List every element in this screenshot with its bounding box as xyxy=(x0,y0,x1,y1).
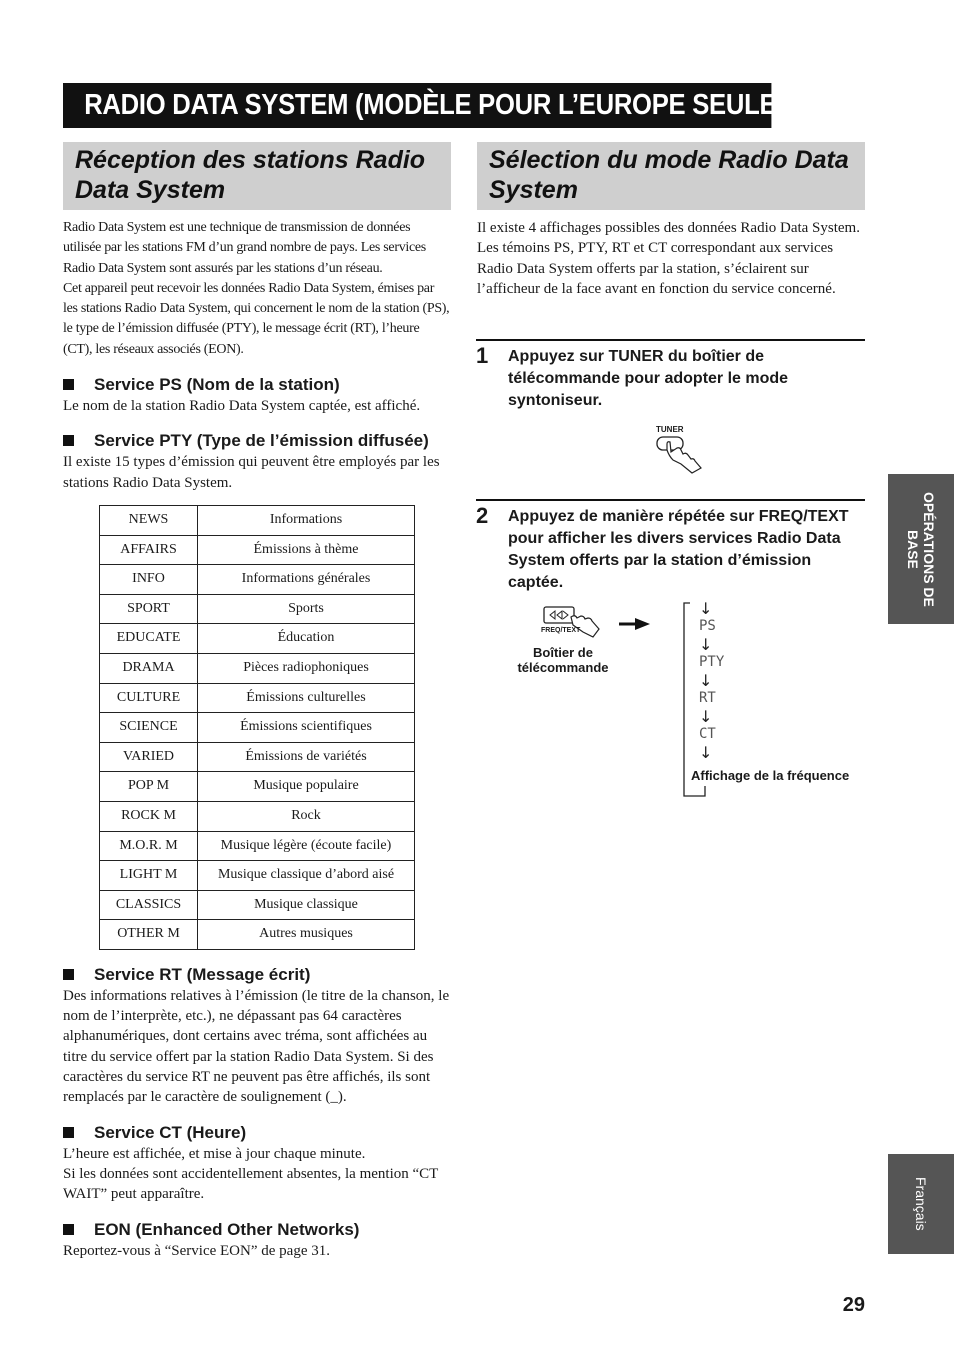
ps-subheading xyxy=(63,374,451,396)
pty-code-cell: EDUCATE xyxy=(100,624,198,654)
table-row xyxy=(100,505,415,535)
pty-description-cell: Musique classique xyxy=(198,890,415,920)
table-row xyxy=(100,535,415,565)
table-row xyxy=(100,772,415,802)
step-1-number: 1 xyxy=(476,343,489,368)
arrow-down-icon: ↓ xyxy=(699,707,713,726)
table-row xyxy=(100,801,415,831)
ct-text-2: Si les données sont accidentellement absentes, la mention “CT WAIT” peut apparaître. xyxy=(63,1165,439,1203)
bullet-square-icon xyxy=(63,379,74,390)
pty-code-cell: NEWS xyxy=(100,505,198,535)
pty-code-cell: INFO xyxy=(100,565,198,595)
rt-title: Service RT (Message écrit) xyxy=(94,964,311,984)
pty-description-cell: Émissions à thème xyxy=(198,535,415,565)
intro-paragraph-1: Radio Data System est une technique de transmission de données utilisée par les stations FM d’un grand nombre de pays. Les services Radio Data System sont assurés par les stations d’un réseau. xyxy=(63,220,426,276)
pty-description-cell: Émissions culturelles xyxy=(198,683,415,713)
bullet-square-icon xyxy=(63,1224,74,1235)
bullet-square-icon xyxy=(63,1127,74,1138)
pty-subheading xyxy=(63,430,451,452)
rt-subheading xyxy=(63,964,451,986)
step-1-text: Appuyez sur TUNER du boîtier de télécommande pour adopter le mode syntoniseur. xyxy=(508,348,789,409)
left-section-heading: Réception des stations Radio Data System xyxy=(63,142,451,210)
pty-title: Service PTY (Type de l’émission diffusée) xyxy=(94,431,429,451)
pty-description-cell: Musique légère (écoute facile) xyxy=(198,831,415,861)
pty-code-cell: LIGHT M xyxy=(100,861,198,891)
cycle-item-ps: PS xyxy=(699,618,716,634)
bullet-square-icon xyxy=(63,969,74,980)
side-tab-operations: OPÉRATIONS DE BASE xyxy=(888,474,954,624)
pty-text: Il existe 15 types d’émission qui peuvent être employés par les stations Radio Data System. xyxy=(63,454,440,491)
table-row xyxy=(100,861,415,891)
right-intro: Il existe 4 affichages possibles des données Radio Data System. Les témoins PS, PTY, RT et CT correspondant aux services Radio Data System offerts par la station, s’éclairent sur l’afficheur de la face avant en fonction du service concerné. xyxy=(477,220,860,297)
remote-caption: Boîtier de télécommande xyxy=(517,645,609,675)
pty-description-cell: Éducation xyxy=(198,624,415,654)
table-row xyxy=(100,831,415,861)
pty-description-cell: Sports xyxy=(198,594,415,624)
pty-code-cell: CLASSICS xyxy=(100,890,198,920)
pty-description-cell: Informations xyxy=(198,505,415,535)
pty-code-cell: AFFAIRS xyxy=(100,535,198,565)
pty-table xyxy=(99,505,415,950)
ps-text: Le nom de la station Radio Data System captée, est affiché. xyxy=(63,398,421,415)
side-tab-language: Français xyxy=(888,1154,954,1254)
pty-description-cell: Autres musiques xyxy=(198,920,415,950)
table-row xyxy=(100,683,415,713)
arrow-down-icon: ↓ xyxy=(699,599,713,618)
tuner-label: TUNER xyxy=(656,425,684,434)
table-row xyxy=(100,920,415,950)
pty-code-cell: ROCK M xyxy=(100,801,198,831)
arrow-down-icon: ↓ xyxy=(699,671,713,690)
page-banner-title: RADIO DATA SYSTEM (MODÈLE POUR L’EUROPE SEULEMENT) xyxy=(63,83,771,128)
pty-code-cell: CULTURE xyxy=(100,683,198,713)
pty-description-cell: Rock xyxy=(198,801,415,831)
pty-description-cell: Informations générales xyxy=(198,565,415,595)
pty-code-cell: SPORT xyxy=(100,594,198,624)
pty-description-cell: Émissions scientifiques xyxy=(198,713,415,743)
table-row xyxy=(100,713,415,743)
eon-subheading xyxy=(63,1219,451,1241)
step-2 xyxy=(476,499,865,606)
rt-text: Des informations relatives à l’émission (le titre de la chanson, le nom de l’interprète, etc.), ne dépassant pas 64 caractères alphanumériques, dont certains avec tréma, sont affichées au titre du service offert par la station Radio Data System. Si des caractères du service RT ne peuvent pas être affichés, ils sont remplacés par le caractère de soulignement (_). xyxy=(63,987,450,1106)
arrow-right-icon xyxy=(617,615,653,633)
table-row xyxy=(100,594,415,624)
page-number: 29 xyxy=(842,1294,865,1316)
step-2-number: 2 xyxy=(476,503,489,528)
pty-code-cell: POP M xyxy=(100,772,198,802)
table-row xyxy=(100,742,415,772)
pty-description-cell: Pièces radiophoniques xyxy=(198,653,415,683)
left-column xyxy=(63,218,451,1261)
pty-code-cell: OTHER M xyxy=(100,920,198,950)
arrow-down-icon: ↓ xyxy=(699,635,713,654)
pty-code-cell: DRAMA xyxy=(100,653,198,683)
frequency-display-label: Affichage de la fréquence xyxy=(691,768,850,783)
pty-description-cell: Musique populaire xyxy=(198,772,415,802)
table-row xyxy=(100,565,415,595)
ct-subheading xyxy=(63,1122,451,1144)
freq-text-label: FREQ/TEXT xyxy=(541,627,581,634)
tuner-button-press-icon xyxy=(655,434,707,474)
arrow-down-icon: ↓ xyxy=(699,743,713,762)
bullet-square-icon xyxy=(63,435,74,446)
table-row xyxy=(100,890,415,920)
pty-description-cell: Émissions de variétés xyxy=(198,742,415,772)
ct-text-1: L’heure est affichée, et mise à jour chaque minute. xyxy=(63,1145,366,1162)
eon-text: Reportez-vous à “Service EON” de page 31. xyxy=(63,1242,330,1259)
ps-title: Service PS (Nom de la station) xyxy=(94,375,340,395)
cycle-item-ct: CT xyxy=(699,726,716,742)
right-section-heading: Sélection du mode Radio Data System xyxy=(477,142,865,210)
table-row xyxy=(100,653,415,683)
pty-description-cell: Musique classique d’abord aisé xyxy=(198,861,415,891)
cycle-item-rt: RT xyxy=(699,690,716,706)
pty-code-cell: M.O.R. M xyxy=(100,831,198,861)
eon-title: EON (Enhanced Other Networks) xyxy=(94,1219,360,1239)
intro-paragraph-2: Cet appareil peut recevoir les données Radio Data System, émises par les stations Radio Data System, qui concernent le nom de la station (PS), le type de l’émission diffusée (PTY), le message écrit (RT), l’heure (CT), les réseaux associés (EON). xyxy=(63,280,450,357)
pty-code-cell: VARIED xyxy=(100,742,198,772)
cycle-item-pty: PTY xyxy=(699,654,725,670)
table-row xyxy=(100,624,415,654)
right-column xyxy=(477,218,865,299)
ct-title: Service CT (Heure) xyxy=(94,1122,247,1142)
step-2-text: Appuyez de manière répétée sur FREQ/TEXT pour afficher les divers services Radio Data System offerts par la station d’émission captée. xyxy=(508,508,849,591)
pty-code-cell: SCIENCE xyxy=(100,713,198,743)
